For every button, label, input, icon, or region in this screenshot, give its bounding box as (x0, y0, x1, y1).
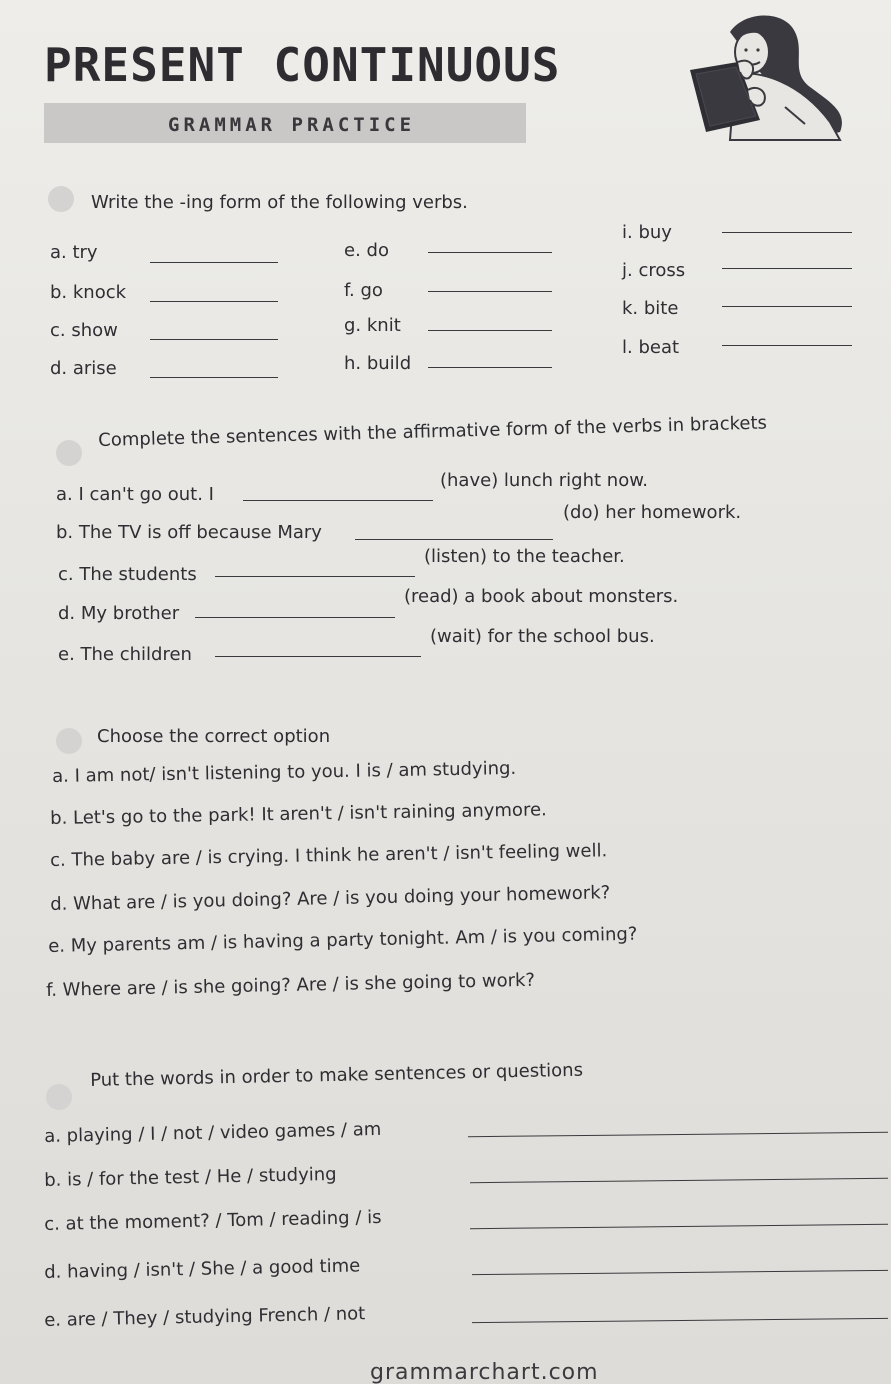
answer-blank[interactable] (150, 301, 278, 302)
sentence-end: (do) her homework. (563, 502, 742, 523)
answer-blank[interactable] (722, 345, 852, 346)
verb-item: a. try (50, 242, 98, 263)
page-subtitle: GRAMMAR PRACTICE (168, 114, 416, 136)
page-title: PRESENT CONTINUOUS (44, 38, 561, 92)
answer-blank[interactable] (472, 1318, 888, 1323)
verb-item: l. beat (622, 337, 680, 358)
choice-item[interactable]: d. What are / is you doing? Are / is you doing your homework? (50, 882, 611, 915)
verb-item: b. knock (50, 282, 127, 303)
sentence-start: e. The children (58, 644, 192, 665)
verb-item: d. arise (50, 358, 117, 379)
word-order-item: a. playing / I / not / video games / am (44, 1118, 382, 1147)
sentence-end: (wait) for the school bus. (430, 626, 655, 647)
verb-item: k. bite (622, 298, 679, 319)
word-order-item: c. at the moment? / Tom / reading / is (44, 1206, 382, 1235)
answer-blank[interactable] (215, 656, 421, 657)
sentence-end: (have) lunch right now. (440, 470, 649, 491)
sentence-start: a. I can't go out. I (56, 484, 214, 505)
verb-item: f. go (344, 280, 383, 301)
exercise-3-instruction: Choose the correct option (97, 726, 331, 747)
choice-item[interactable]: b. Let's go to the park! It aren't / isn't raining anymore. (50, 799, 547, 829)
answer-blank[interactable] (215, 576, 415, 577)
verb-item: g. knit (344, 315, 401, 336)
exercise-1-instruction: Write the -ing form of the following verbs. (91, 192, 468, 213)
verb-item: c. show (50, 320, 118, 341)
verb-item: e. do (344, 240, 389, 261)
answer-blank[interactable] (150, 262, 278, 263)
answer-blank[interactable] (472, 1270, 888, 1275)
woman-reading-book-illustration (690, 12, 850, 142)
verb-item: i. buy (622, 222, 672, 243)
answer-blank[interactable] (722, 268, 852, 269)
answer-blank[interactable] (470, 1178, 888, 1183)
choice-item[interactable]: c. The baby are / is crying. I think he aren't / isn't feeling well. (50, 840, 608, 871)
answer-blank[interactable] (428, 330, 552, 331)
answer-blank[interactable] (355, 539, 553, 540)
exercise-3-number-badge (56, 728, 82, 754)
word-order-item: b. is / for the test / He / studying (44, 1163, 337, 1191)
sentence-start: d. My brother (58, 603, 180, 624)
answer-blank[interactable] (243, 500, 433, 501)
word-order-item: d. having / isn't / She / a good time (44, 1255, 361, 1283)
answer-blank[interactable] (150, 377, 278, 378)
answer-blank[interactable] (722, 232, 852, 233)
exercise-4-number-badge (46, 1084, 72, 1110)
exercise-1-number-badge (48, 186, 74, 212)
choice-item[interactable]: f. Where are / is she going? Are / is she going to work? (46, 969, 536, 1001)
answer-blank[interactable] (428, 291, 552, 292)
answer-blank[interactable] (428, 252, 552, 253)
verb-item: h. build (344, 353, 412, 374)
sentence-end: (listen) to the teacher. (424, 546, 625, 567)
answer-blank[interactable] (470, 1224, 888, 1229)
word-order-item: e. are / They / studying French / not (44, 1303, 366, 1331)
answer-blank[interactable] (150, 339, 278, 340)
answer-blank[interactable] (195, 617, 395, 618)
answer-blank[interactable] (428, 367, 552, 368)
verb-item: j. cross (622, 260, 686, 281)
exercise-2-instruction: Complete the sentences with the affirmative form of the verbs in brackets (98, 412, 768, 451)
footer-site: grammarchart.com (370, 1360, 599, 1384)
choice-item[interactable]: a. I am not/ isn't listening to you. I is / am studying. (52, 757, 517, 787)
sentence-start: b. The TV is off because Mary (56, 522, 322, 543)
exercise-4-instruction: Put the words in order to make sentences or questions (90, 1059, 584, 1091)
choice-item[interactable]: e. My parents am / is having a party tonight. Am / is you coming? (48, 923, 638, 957)
answer-blank[interactable] (722, 306, 852, 307)
sentence-end: (read) a book about monsters. (404, 586, 679, 607)
answer-blank[interactable] (468, 1132, 888, 1137)
exercise-2-number-badge (56, 440, 82, 466)
sentence-start: c. The students (58, 564, 197, 585)
